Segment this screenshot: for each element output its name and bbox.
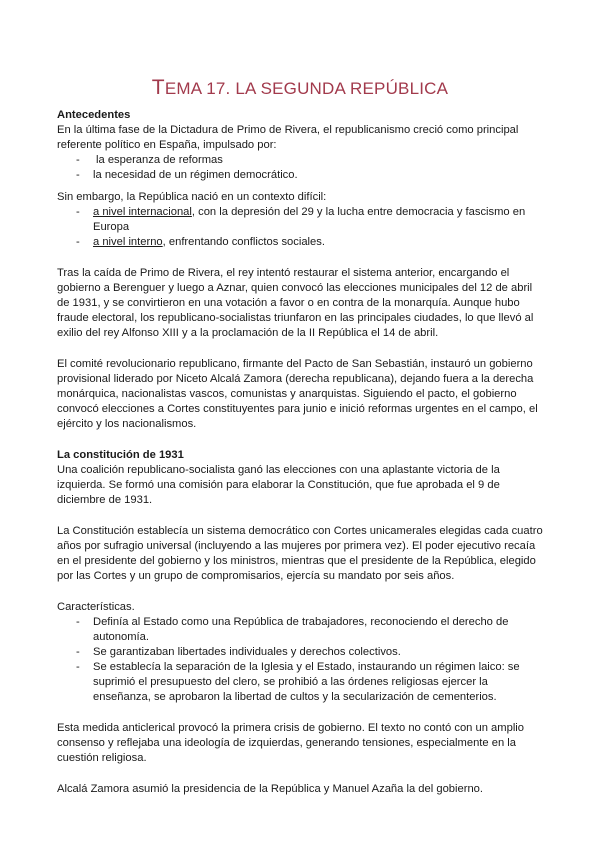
paragraph: El comité revolucionario republicano, firmante del Pacto de San Sebastián, instauró un gobierno provisional liderado por Niceto Alcalá Zamora (derecha republicana), dejando fuera a la derecha monárquica, nacionalistas vascos, comunistas y anarquistas. Siguiendo el pacto, el gobierno convocó elecciones a Cortes constituyentes para junio e inició reformas urgentes en el campo, el ejército y los nacionalismos. [57,358,538,430]
underlined-text: a nivel internacional [93,206,192,218]
context-list [57,205,547,250]
title-initial: T [151,76,165,99]
context-intro: Sin embargo, la República nació en un contexto difícil: [57,191,327,203]
paragraph: La Constitución establecía un sistema democrático con Cortes unicamerales elegidas cada cuatro años por sufragio universal (incluyendo a las mujeres por primera vez). El poder ejecutivo recaía en el presidente del gobierno y los ministros, mientras que el presidente de la República, elegido por las Cortes y un grupo de compromisarios, ejercía su mandato por seis años. [57,525,543,582]
document-body [57,108,547,797]
section-heading-antecedentes: Antecedentes [57,109,131,121]
list-item-text: , con la depresión del 29 y la lucha entre democracia y fascismo en Europa [93,206,526,233]
list-item [57,235,547,250]
list-item: - la necesidad de un régimen democrático. [57,168,547,183]
features-label: Características. [57,601,135,613]
page-title [0,76,600,100]
list-item: - Definía al Estado como una República de trabajadores, reconociendo el derecho de autonomía. [57,615,547,645]
list-item: - Se garantizaban libertades individuales y derechos colectivos. [57,645,547,660]
features-list [57,615,547,705]
paragraph: Tras la caída de Primo de Rivera, el rey intentó restaurar el sistema anterior, encargando el gobierno a Berenguer y luego a Aznar, quien convocó las elecciones municipales del 12 de abril de 1931, y se convirtieron en una votación a favor o en contra de la monarquía. Aunque hubo fraude electoral, los republicano-socialistas triunfaron en las principales ciudades, lo que llevó al exilio del rey Alfonso XIII y a la proclamación de la II República el 14 de abril. [57,267,534,339]
list-item-text: , enfrentando conflictos sociales. [162,236,325,248]
paragraph: Una coalición republicano-socialista ganó las elecciones con una aplastante victoria de la izquierda. Se formó una comisión para elaborar la Constitución, que fue aprobada el 9 de diciembre de 1931. [57,464,500,506]
section-heading-constitucion: La constitución de 1931 [57,449,184,461]
paragraph: Esta medida anticlerical provocó la primera crisis de gobierno. El texto no contó con un amplio consenso y reflejaba una ideología de izquierdas, generando tensiones, especialmente en la cuestión religiosa. [57,722,525,764]
title-rest: EMA 17. LA SEGUNDA REPÚBLICA [164,79,449,98]
list-item: - Se establecía la separación de la Iglesia y el Estado, instaurando un régimen laico: se suprimió el presupuesto del clero, se prohibió a las órdenes religiosas ejercer la enseñanza, se aprobaron la libertad de cultos y la secularización de cementerios. [57,660,547,705]
list-item: - la esperanza de reformas [57,153,547,168]
paragraph: Alcalá Zamora asumió la presidencia de la República y Manuel Azaña la del gobierno. [57,783,483,795]
antecedentes-list [57,153,547,183]
antecedentes-intro: En la última fase de la Dictadura de Primo de Rivera, el republicanismo creció como principal referente político en España, impulsado por: [57,124,519,151]
underlined-text: a nivel interno [93,236,163,248]
list-item [57,205,547,235]
